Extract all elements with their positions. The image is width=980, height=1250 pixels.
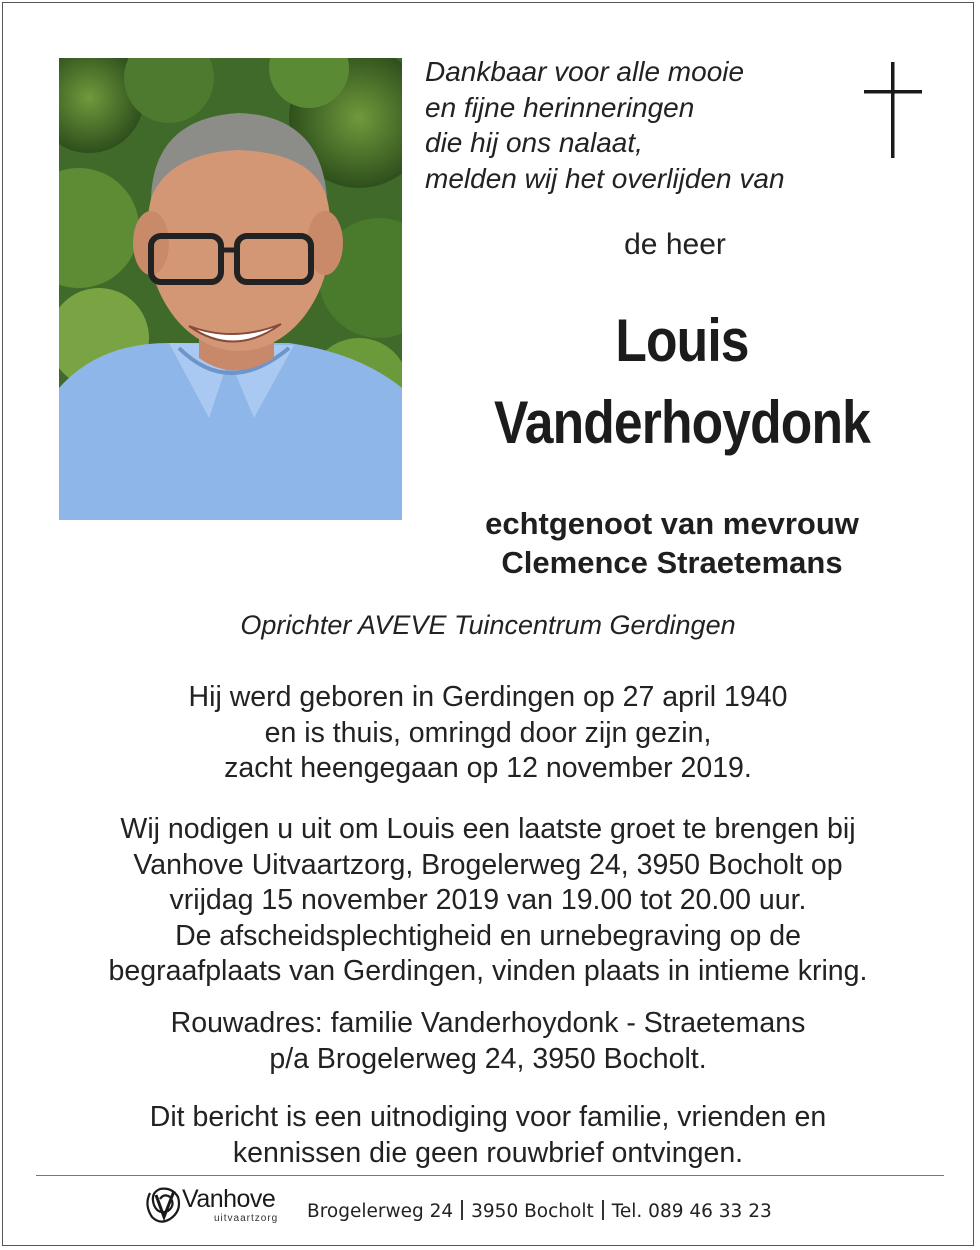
paragraph-line: zacht heengegaan op 12 november 2019.: [224, 752, 752, 784]
spouse-line: Clemence Straetemans: [501, 545, 843, 580]
paragraph-line: Rouwadres: familie Vanderhoydonk - Straetemans: [170, 1007, 806, 1039]
separator: [461, 1200, 463, 1220]
vanhove-logo: [142, 1183, 302, 1227]
first-name: Louis: [615, 307, 749, 374]
paragraph-line: Wij nodigen u uit om Louis een laatste groet te brengen bij: [120, 813, 856, 845]
intro-line: melden wij het overlijden van: [425, 162, 785, 194]
title-text: de heer: [624, 228, 726, 261]
footer-contact: [307, 1200, 772, 1222]
portrait-photo: [59, 58, 402, 520]
vanhove-logo-icon: [142, 1183, 186, 1227]
paragraph-line: Hij werd geboren in Gerdingen op 27 april 1940: [188, 681, 788, 713]
footer-phone: Tel. 089 46 33 23: [611, 1201, 772, 1222]
footer-divider: [36, 1175, 944, 1176]
logo-name: Vanhove: [182, 1185, 276, 1213]
intro-line: en fijne herinneringen: [425, 91, 695, 123]
logo-subtitle: uitvaartzorg: [214, 1213, 279, 1224]
address-paragraph: [0, 1006, 976, 1077]
paragraph-line: De afscheidsplechtigheid en urnebegraving op de: [175, 919, 801, 952]
intro-line: Dankbaar voor alle mooie: [425, 56, 745, 87]
founder-text: Oprichter AVEVE Tuincentrum Gerdingen: [240, 610, 736, 640]
last-name: Vanderhoydonk: [494, 389, 870, 456]
paragraph-line: Dit bericht is een uitnodiging voor familie, vrienden en: [149, 1101, 827, 1133]
notice-paragraph: [0, 1100, 976, 1171]
cross-icon: [864, 62, 922, 158]
intro-text: [425, 54, 845, 196]
birth-paragraph: [0, 680, 976, 787]
paragraph-line: vrijdag 15 november 2019 van 19.00 tot 20.00 uur.: [169, 884, 807, 916]
paragraph-line: kennissen die geen rouwbrief ontvingen.: [232, 1136, 744, 1169]
paragraph-line: begraafplaats van Gerdingen, vinden plaats in intieme kring.: [108, 955, 868, 987]
footer-city: 3950 Bocholt: [471, 1201, 594, 1222]
paragraph-line: Vanhove Uitvaartzorg, Brogelerweg 24, 3950 Bocholt op: [133, 848, 843, 881]
separator: [602, 1200, 604, 1220]
spouse-line: echtgenoot van mevrouw: [485, 506, 859, 541]
invitation-paragraph: [0, 812, 976, 990]
footer-address: Brogelerweg 24: [307, 1201, 454, 1222]
paragraph-line: p/a Brogelerweg 24, 3950 Bocholt.: [269, 1042, 707, 1075]
spouse-text: [432, 504, 912, 582]
paragraph-line: en is thuis, omringd door zijn gezin,: [264, 716, 712, 749]
intro-line: die hij ons nalaat,: [425, 127, 643, 158]
